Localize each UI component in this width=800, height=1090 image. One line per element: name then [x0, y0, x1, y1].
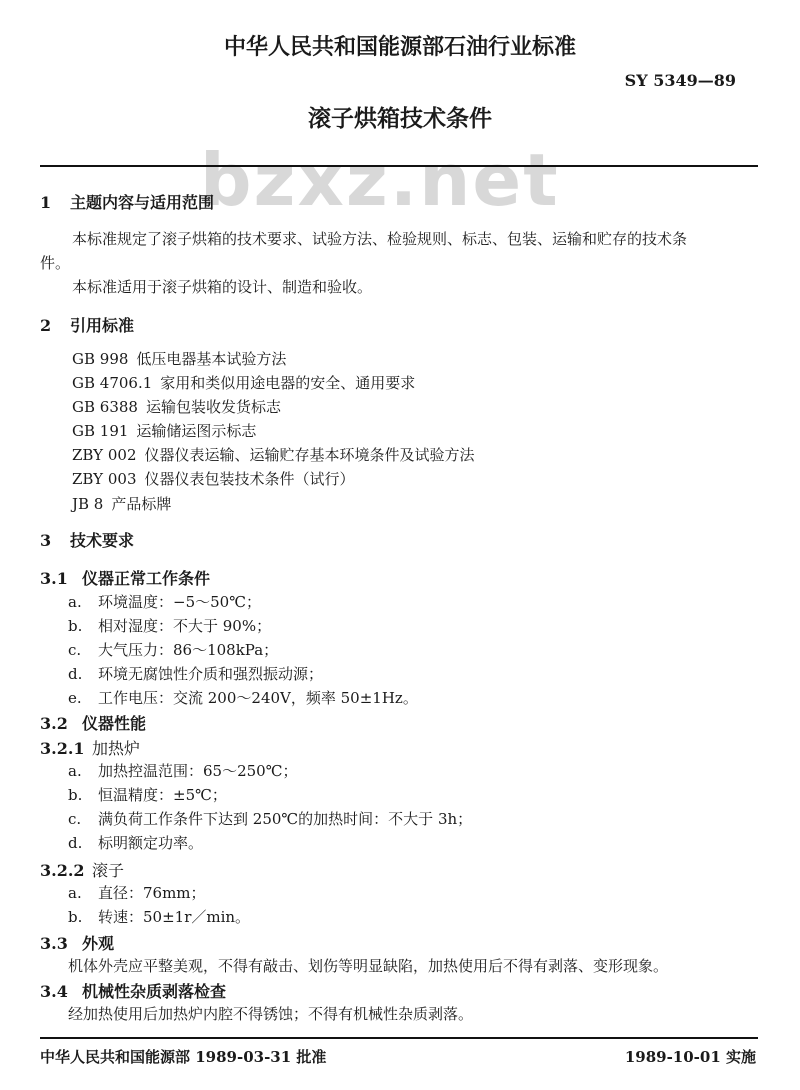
- list-text: 加热控温范围：65～250℃；: [98, 762, 298, 780]
- paragraph-continued: 件。: [40, 254, 71, 272]
- reference-title: 仪器仪表运输、运输贮存基本环境条件及试验方法: [144, 446, 475, 464]
- subsection-title: 滚子: [92, 861, 125, 880]
- reference-code: ZBY 002: [72, 446, 137, 464]
- subsection-number: 3.1: [40, 569, 68, 588]
- list-text: 恒温精度：±5℃；: [98, 786, 227, 804]
- footer-rule: [40, 1037, 758, 1039]
- reference-title: 运输包装收发货标志: [145, 398, 281, 416]
- subsection-3-1-heading: [40, 566, 210, 589]
- list-item: [68, 663, 323, 684]
- subsection-number: 3.4: [40, 982, 68, 1001]
- reference-code: GB 4706.1: [72, 374, 153, 392]
- subsection-title: 仪器正常工作条件: [82, 569, 211, 588]
- list-item: [68, 832, 203, 853]
- section-title: 主题内容与适用范围: [70, 193, 215, 212]
- reference-item: [72, 348, 286, 369]
- subsection-number: 3.2: [40, 714, 68, 733]
- reference-item: [72, 444, 475, 465]
- paragraph: 本标准规定了滚子烘箱的技术要求、试验方法、检验规则、标志、包装、运输和贮存的技术条: [72, 230, 688, 248]
- list-marker: d.: [68, 665, 83, 683]
- subsection-title: 外观: [82, 934, 115, 953]
- standard-code: SY 5349—89: [624, 71, 736, 90]
- section-number: 2: [40, 316, 52, 335]
- subsection-number: 3.2.2: [40, 861, 85, 880]
- reference-item: [72, 372, 415, 393]
- list-marker: c.: [68, 641, 82, 659]
- list-marker: b.: [68, 786, 83, 804]
- list-marker: b.: [68, 908, 83, 926]
- subsection-number: 3.2.1: [40, 739, 85, 758]
- document-title: 滚子烘箱技术条件: [308, 105, 492, 132]
- list-item: [68, 687, 418, 708]
- section-1-heading: [40, 190, 214, 213]
- approval-line: 中华人民共和国能源部 1989-03-31 批准: [40, 1048, 327, 1066]
- list-text: 标明额定功率。: [98, 834, 204, 852]
- subsection-3-3-heading: [40, 931, 114, 954]
- list-text: 大气压力：86～108kPa；: [98, 641, 279, 659]
- paragraph: 本标准适用于滚子烘箱的设计、制造和验收。: [72, 278, 373, 296]
- watermark: bzxz.net: [200, 138, 560, 222]
- section-3-heading: [40, 528, 134, 551]
- reference-code: GB 6388: [72, 398, 138, 416]
- list-item: [68, 591, 261, 612]
- list-item: [68, 808, 472, 829]
- reference-title: 家用和类似用途电器的安全、通用要求: [160, 374, 416, 392]
- effective-date: 1989-10-01 实施: [624, 1048, 756, 1066]
- subsection-3-2-2-heading: [40, 858, 124, 881]
- reference-item: [72, 493, 171, 514]
- subsection-number: 3.3: [40, 934, 68, 953]
- section-number: 1: [40, 193, 52, 212]
- list-marker: c.: [68, 810, 82, 828]
- list-item: [68, 639, 278, 660]
- list-item: [68, 882, 206, 903]
- reference-item: [72, 420, 256, 441]
- paragraph: 经加热使用后加热炉内腔不得锈蚀；不得有机械性杂质剥落。: [68, 1005, 474, 1023]
- header-rule: [40, 165, 758, 167]
- list-marker: a.: [68, 762, 82, 780]
- subsection-3-2-heading: [40, 711, 146, 734]
- subsection-3-4-heading: [40, 979, 226, 1002]
- list-item: [68, 784, 227, 805]
- section-title: 引用标准: [70, 316, 135, 335]
- reference-code: GB 191: [72, 422, 129, 440]
- reference-title: 运输储运图示标志: [136, 422, 257, 440]
- section-2-heading: [40, 313, 134, 336]
- list-marker: a.: [68, 884, 82, 902]
- reference-title: 低压电器基本试验方法: [136, 350, 287, 368]
- paragraph: 机体外壳应平整美观，不得有敲击、划伤等明显缺陷，加热使用后不得有剥落、变形现象。: [68, 957, 669, 975]
- list-item: [68, 760, 298, 781]
- section-number: 3: [40, 531, 52, 550]
- reference-item: [72, 468, 355, 489]
- list-marker: a.: [68, 593, 82, 611]
- list-text: 直径：76mm；: [98, 884, 206, 902]
- reference-item: [72, 396, 281, 417]
- reference-code: JB 8: [72, 495, 104, 513]
- reference-title: 仪器仪表包装技术条件（试行）: [144, 470, 355, 488]
- list-marker: b.: [68, 617, 83, 635]
- reference-code: GB 998: [72, 350, 129, 368]
- list-text: 环境无腐蚀性介质和强烈振动源；: [98, 665, 324, 683]
- subsection-title: 仪器性能: [82, 714, 147, 733]
- list-text: 转速：50±1r／min。: [98, 908, 251, 926]
- list-text: 满负荷工作条件下达到 250℃的加热时间：不大于 3h；: [98, 810, 473, 828]
- reference-code: ZBY 003: [72, 470, 137, 488]
- subsection-title: 机械性杂质剥落检查: [82, 982, 227, 1001]
- list-marker: e.: [68, 689, 82, 707]
- section-title: 技术要求: [70, 531, 135, 550]
- list-item: [68, 615, 271, 636]
- subsection-3-2-1-heading: [40, 736, 140, 759]
- list-text: 相对湿度：不大于 90%；: [98, 617, 272, 635]
- subsection-title: 加热炉: [92, 739, 141, 758]
- list-text: 环境温度：−5～50℃；: [98, 593, 261, 611]
- list-text: 工作电压：交流 200～240V，频率 50±1Hz。: [98, 689, 418, 707]
- list-item: [68, 906, 250, 927]
- reference-title: 产品标牌: [111, 495, 172, 513]
- list-marker: d.: [68, 834, 83, 852]
- organization-title: 中华人民共和国能源部石油行业标准: [223, 34, 576, 60]
